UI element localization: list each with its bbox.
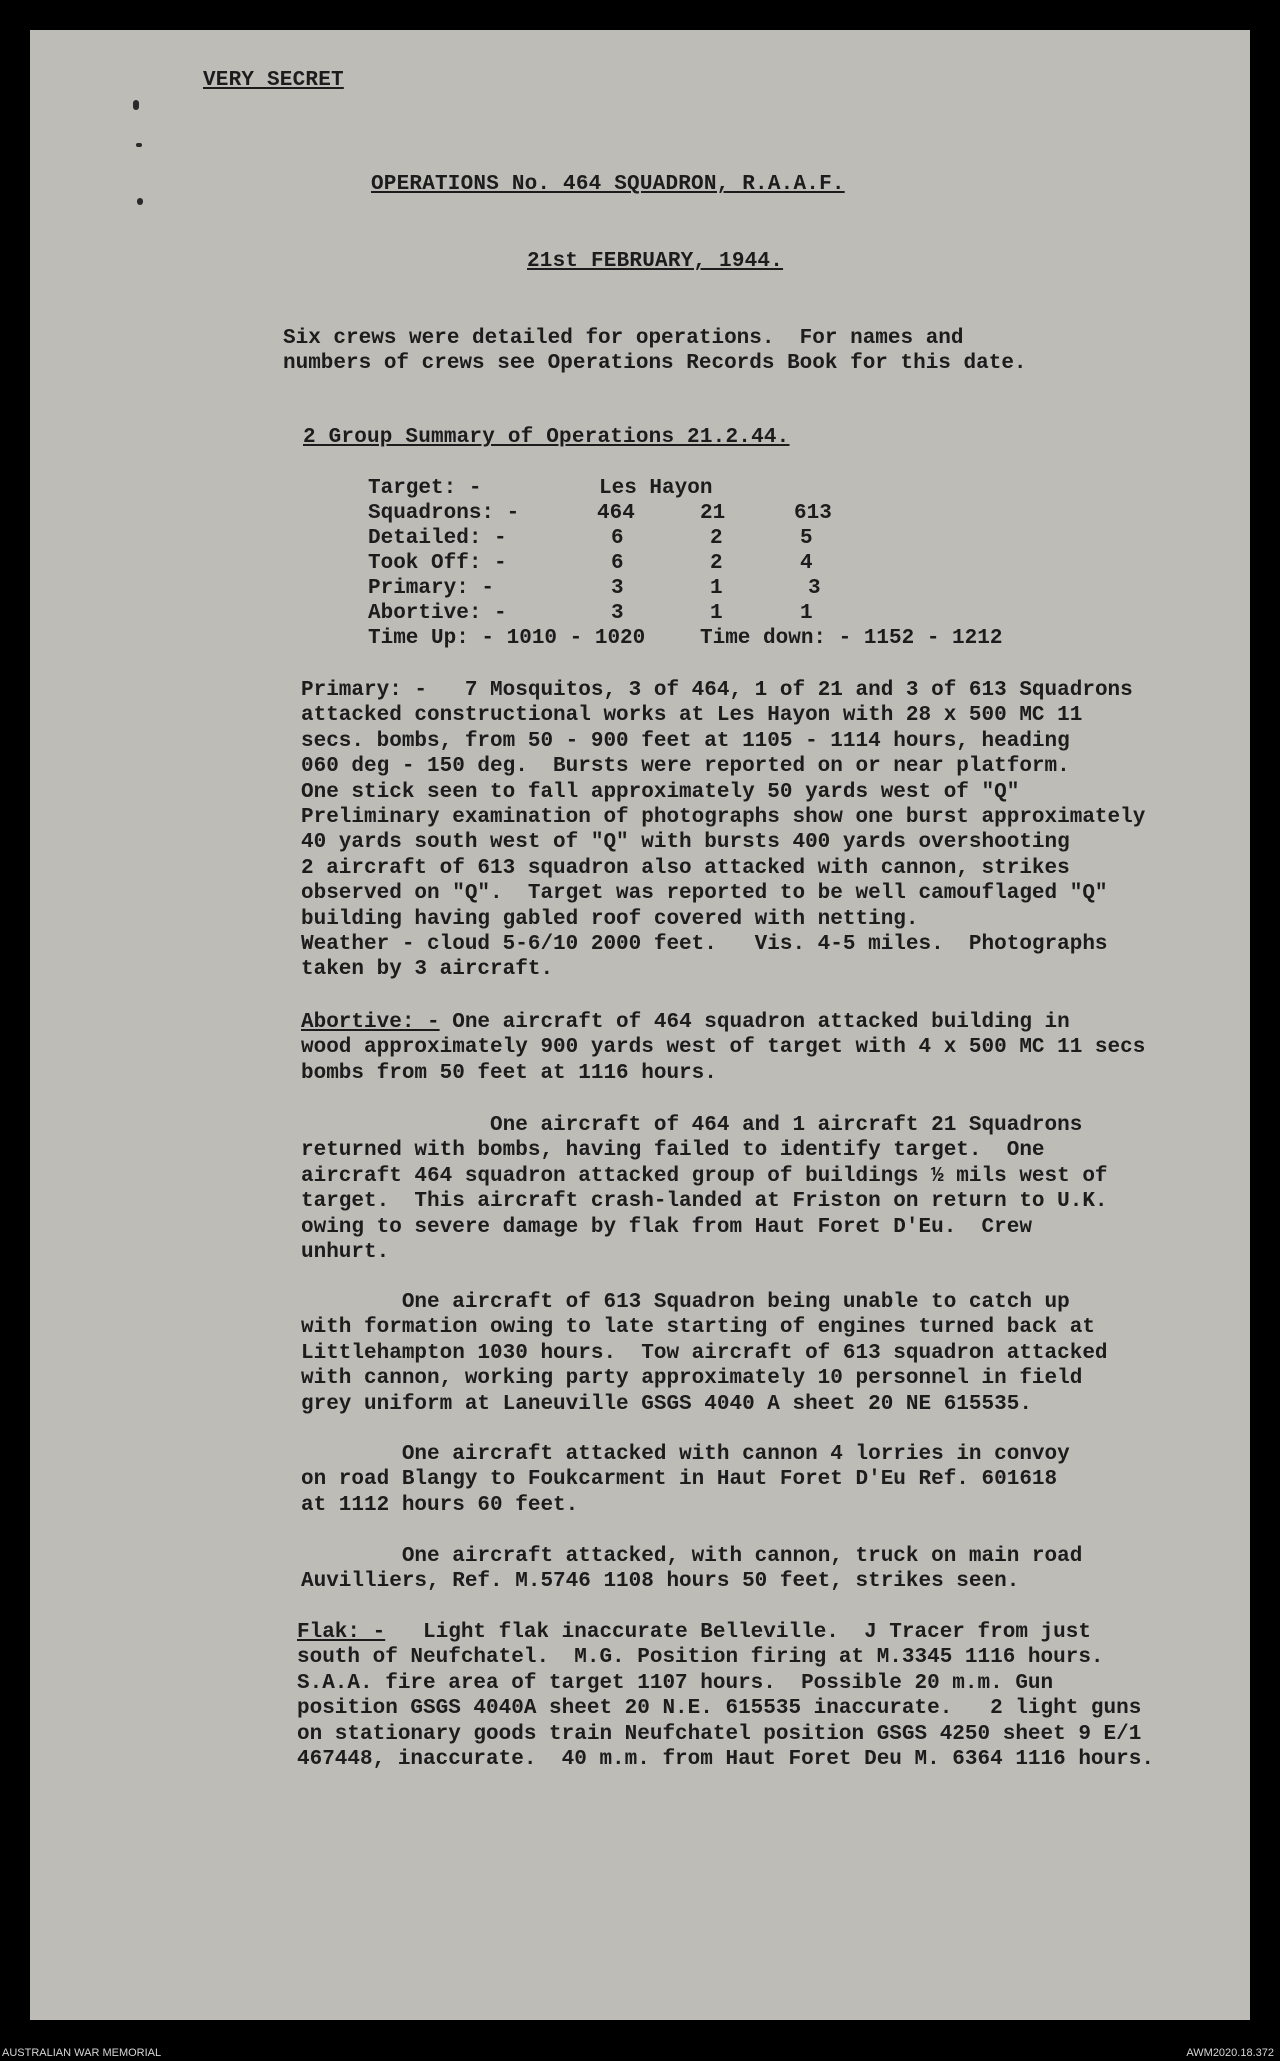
document-page	[30, 30, 1250, 2020]
abortive-text: One aircraft of 464 squadron attacked building in wood approximately 900 yards west of target with 4 x 500 MC 11 secs bombs from 50 feet at 1116 hours.	[301, 1011, 1146, 1085]
table-cell: 21	[700, 502, 726, 525]
primary-label: Primary: -	[301, 679, 428, 702]
classification-label: VERY SECRET	[203, 69, 344, 92]
primary-section	[301, 678, 1145, 983]
footer-source: AUSTRALIAN WAR MEMORIAL	[2, 2047, 162, 2059]
abortive-section	[301, 1010, 1145, 1086]
table-cell: 1	[710, 577, 723, 600]
abortive-label: Abortive: -	[301, 1011, 440, 1034]
document-title: OPERATIONS No. 464 SQUADRON, R.A.A.F.	[371, 173, 845, 196]
table-cell: 2	[710, 552, 723, 575]
lorries-paragraph: One aircraft attacked with cannon 4 lorries in convoy on road Blangy to Foukcarment in Haut Foret D'Eu Ref. 601618 at 1112 hours 60 feet.	[301, 1443, 1070, 1517]
table-cell: 3	[611, 602, 624, 625]
table-cell: 3	[808, 577, 821, 600]
flak-section	[297, 1620, 1154, 1772]
table-cell: 3	[611, 577, 624, 600]
returned-paragraph: One aircraft of 464 and 1 aircraft 21 Squadrons returned with bombs, having failed to identify target. One aircraft 464 squadron attacked group of buildings ½ mils west of target. This aircraft crash-landed at Friston on return to U.K. owing to severe damage by flak from Haut Foret D'Eu. Crew unhurt.	[301, 1114, 1108, 1265]
document-date: 21st FEBRUARY, 1944.	[527, 250, 784, 273]
table-cell: 4	[800, 552, 813, 575]
time-up: Time Up: - 1010 - 1020	[368, 627, 646, 650]
table-cell: 6	[611, 552, 624, 575]
table-cell: 1	[710, 602, 723, 625]
footer-reference: AWM2020.18.372	[1186, 2047, 1274, 2059]
intro-paragraph: Six crews were detailed for operations. For names and numbers of crews see Operations Records Book for this date.	[283, 327, 1027, 376]
flak-text: Light flak inaccurate Belleville. J Tracer from just south of Neufchatel. M.G. Position firing at M.3345 1116 hours. S.A.A. fire area of target 1107 hours. Possible 20 m.m. Gun position GSGS 4040A sheet 20 N.E. 615535 inaccurate. 2 light guns on stationary goods train Neufchatel position GSGS 4250 sheet 9 E/1 467448, inaccurate. 40 m.m. from Haut Foret Deu M. 6364 1116 hours.	[297, 1621, 1154, 1772]
summary-heading: 2 Group Summary of Operations 21.2.44.	[303, 426, 790, 449]
table-row-label: Primary: -	[368, 577, 495, 600]
target-label: Target: -	[368, 477, 482, 500]
punch-mark	[133, 100, 139, 110]
table-cell: 464	[597, 502, 635, 525]
table-cell: 2	[710, 527, 723, 550]
squadron-613-paragraph: One aircraft of 613 Squadron being unable to catch up with formation owing to late starting of engines turned back at Littlehampton 1030 hours. Tow aircraft of 613 squadron attacked with cannon, working party approximately 10 personnel in field grey uniform at Laneuville GSGS 4040 A sheet 20 NE 615535.	[301, 1291, 1108, 1416]
target-value: Les Hayon	[599, 477, 713, 500]
table-cell: 613	[794, 502, 832, 525]
punch-mark	[136, 143, 142, 147]
table-cell: 6	[611, 527, 624, 550]
table-row-label: Detailed: -	[368, 527, 507, 550]
table-row-label: Squadrons: -	[368, 502, 520, 525]
time-down: Time down: - 1152 - 1212	[700, 627, 1003, 650]
table-cell: 5	[800, 527, 813, 550]
punch-mark	[137, 198, 143, 205]
table-row-label: Took Off: -	[368, 552, 507, 575]
table-row-label: Abortive: -	[368, 602, 507, 625]
primary-text: 7 Mosquitos, 3 of 464, 1 of 21 and 3 of 613 Squadrons attacked constructional works at Les Hayon with 28 x 500 MC 11 secs. bombs, from 50 - 900 feet at 1105 - 1114 hours, heading 060 deg - 150 deg. Bursts were reported on or near platform. One stick seen to fall approximately 50 yards west of "Q" Preliminary examination of photographs show one burst approximately 40 yards south west of "Q" with bursts 400 yards overshooting 2 aircraft of 613 squadron also attacked with cannon, strikes observed on "Q". Target was reported to be well camouflaged "Q" building having gabled roof covered with netting. Weather - cloud 5-6/10 2000 feet. Vis. 4-5 miles. Photographs taken by 3 aircraft.	[301, 679, 1146, 982]
flak-label: Flak: -	[297, 1621, 386, 1644]
truck-paragraph: One aircraft attacked, with cannon, truck on main road Auvilliers, Ref. M.5746 1108 hours 50 feet, strikes seen.	[301, 1545, 1083, 1594]
table-cell: 1	[800, 602, 813, 625]
